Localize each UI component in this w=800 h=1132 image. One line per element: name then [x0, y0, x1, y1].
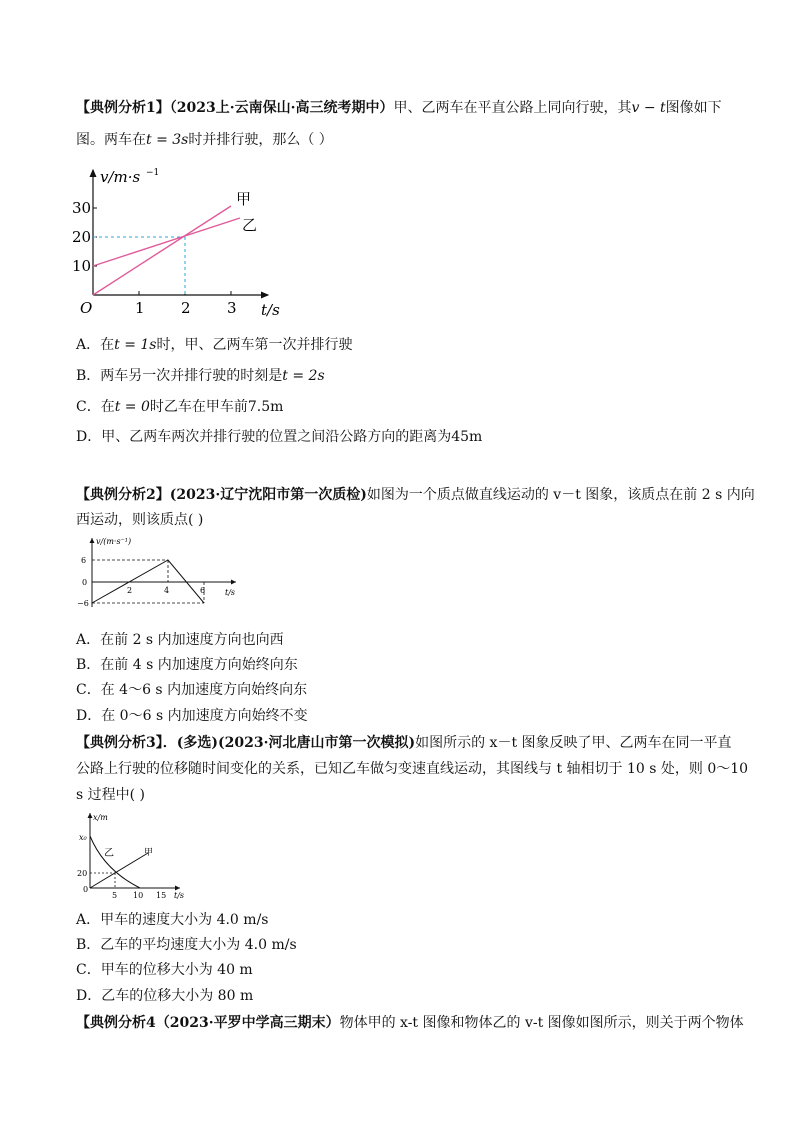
q2-option-d-letter: D．: [76, 708, 102, 724]
q1-option-c-pre: 在: [100, 399, 115, 415]
q2-source: (2023·辽宁沈阳市第一次质检): [169, 487, 367, 503]
q1-stem-1: 甲、乙两车在平直公路上同向行驶，其: [393, 100, 632, 116]
q3-stem-2: 公路上行驶的位移随时间变化的关系，已知乙车做匀变速直线运动，其图线与 t 轴相切于 10 s 处，则 0～10: [76, 761, 749, 777]
q1-option-c-math: t = 0: [114, 399, 150, 415]
q3-stem-1: 如图所示的 x－t 图象反映了甲、乙两车在同一平直: [415, 735, 732, 751]
q2-ytick-0: 0: [82, 578, 88, 587]
q3-xtick-5: 5: [112, 891, 118, 900]
q1-vt-graph: [70, 160, 300, 325]
q1-option-a-math: t = 1s: [114, 337, 157, 353]
q2-line-1: [76, 485, 755, 505]
q1-ytick-30: 30: [72, 199, 92, 217]
q2-stem-1: 如图为一个质点做直线运动的 v－t 图象，该质点在前 2 s 内向: [366, 487, 755, 503]
q2-option-b-letter: B．: [76, 657, 101, 673]
q1-option-a-pre: 在: [100, 337, 115, 353]
q1-option-a-post: 时，甲、乙两车第一次并排行驶: [156, 337, 353, 353]
q1-option-a-letter: A．: [76, 337, 101, 353]
q1-ytick-20: 20: [72, 228, 92, 246]
q1-xtick-2: 2: [181, 299, 191, 317]
q3-dot: ．: [162, 735, 177, 751]
q1-line-yi: [93, 218, 240, 266]
q2-option-b: [76, 655, 298, 675]
q2-option-c-text: 在 4～6 s 内加速度方向始终向东: [100, 682, 308, 698]
q1-source: （2023上·云南保山·高三统考期中）: [169, 100, 394, 116]
q3-x-label: t/s: [174, 891, 185, 900]
q1-tag: 【典例分析1】: [76, 100, 170, 116]
q3-option-d-text: 乙车的位移大小为 80 m: [101, 988, 254, 1004]
q2-y-label: v/(m·s⁻¹): [96, 537, 132, 546]
q2-xtick-2: 2: [127, 586, 133, 595]
q3-xtick-10: 10: [133, 891, 144, 900]
q3-line-2: [76, 759, 748, 779]
q2-tag: 【典例分析2】: [76, 487, 170, 503]
q1-x-label: t/s: [261, 301, 280, 319]
q1-line-jia: [93, 206, 231, 295]
q3-option-b-text: 乙车的平均速度大小为 4.0 m/s: [100, 937, 297, 953]
q3-source: (多选)(2023·河北唐山市第一次模拟): [176, 735, 416, 751]
q4-tag: 【典例分析4（2023·平罗中学高三期末）: [76, 1015, 340, 1031]
q1-option-b-pre: 两车另一次并排行驶的时刻是: [100, 368, 283, 384]
q1-vt: v − t: [631, 100, 666, 116]
q3-option-a: [76, 910, 268, 930]
q3-option-b: [76, 935, 297, 955]
q1-stem-3: 图。两车在: [76, 132, 146, 148]
q1-line-2: [76, 130, 333, 150]
q2-xtick-4: 4: [164, 586, 170, 595]
q3-option-a-letter: A．: [76, 912, 101, 928]
q2-ytick-neg6: −6: [77, 599, 89, 608]
q3-xtick-15: 15: [156, 891, 167, 900]
q2-option-d: [76, 706, 308, 726]
q1-xtick-1: 1: [135, 299, 145, 317]
q1-label-jia: 甲: [236, 190, 252, 208]
q3-xt-graph: [76, 810, 196, 902]
q2-option-d-text: 在 0～6 s 内加速度方向始终不变: [101, 708, 308, 724]
q2-option-c: [76, 680, 307, 700]
q3-option-b-letter: B．: [76, 937, 101, 953]
q3-ytick-0: 0: [83, 885, 89, 894]
q4-line-1: [76, 1013, 744, 1033]
q1-option-b: [76, 366, 325, 386]
q1-option-d-pre: 甲、乙两车两次并排行驶的位置之间沿公路方向的距离为: [101, 429, 452, 445]
q2-xtick-6: 6: [200, 586, 206, 595]
q3-option-a-text: 甲车的速度大小为 4.0 m/s: [100, 912, 269, 928]
q1-label-yi: 乙: [242, 216, 258, 234]
q1-line-1: [76, 98, 722, 118]
q1-y-label: v/m·s: [100, 168, 141, 186]
q2-option-a-letter: A．: [76, 632, 101, 648]
q1-option-d: [76, 427, 482, 447]
q1-option-a: [76, 335, 352, 355]
q1-t3: t = 3s: [146, 132, 189, 148]
q2-option-b-text: 在前 4 s 内加速度方向始终向东: [100, 657, 298, 673]
q1-option-b-math: t = 2s: [282, 368, 325, 384]
q3-tag: 【典例分析3】: [76, 735, 163, 751]
q3-y-label: x/m: [93, 813, 108, 822]
q2-ytick-6: 6: [81, 556, 87, 565]
q2-stem-2: 西运动，则该质点( ): [76, 512, 204, 528]
q1-option-c-post: 时乙车在甲车前: [149, 399, 248, 415]
q3-stem-3: s 过程中( ): [76, 787, 146, 803]
q1-y-label-sup: −1: [146, 168, 160, 178]
q1-option-c-math2: 7.5m: [247, 399, 284, 415]
q1-option-d-letter: D．: [76, 429, 102, 445]
q1-option-c: [76, 397, 283, 417]
q2-vt-graph: [76, 535, 246, 615]
q3-line-3: [76, 785, 145, 805]
q1-stem-4: 时并排行驶，那么（ ）: [188, 132, 333, 148]
q3-label-jia: 甲: [144, 848, 154, 858]
q3-option-d: [76, 986, 253, 1006]
q1-stem-2: 图像如下: [665, 100, 722, 116]
q2-option-a: [76, 630, 284, 650]
q3-line-jia: [90, 853, 148, 888]
q2-option-c-letter: C．: [76, 682, 101, 698]
q3-option-c-text: 甲车的位移大小为 40 m: [100, 962, 253, 978]
q3-option-c-letter: C．: [76, 962, 101, 978]
q3-line-1: [76, 733, 732, 753]
q3-option-d-letter: D．: [76, 988, 102, 1004]
q3-label-yi: 乙: [104, 848, 114, 859]
q1-origin: O: [80, 299, 93, 317]
q3-ytick-20: 20: [77, 869, 88, 878]
q3-option-c: [76, 960, 253, 980]
q2-x-label: t/s: [225, 588, 236, 597]
q3-x0-label: x₀: [79, 833, 87, 842]
q4-stem-1: 物体甲的 x-t 图像和物体乙的 v-t 图像如图所示，则关于两个物体: [339, 1015, 744, 1031]
q2-option-a-text: 在前 2 s 内加速度方向也向西: [100, 632, 284, 648]
q1-xtick-3: 3: [227, 299, 237, 317]
q1-ytick-10: 10: [72, 257, 92, 275]
q2-line-2: [76, 510, 203, 530]
q1-option-d-math: 45m: [451, 429, 483, 445]
q1-option-b-letter: B．: [76, 368, 101, 384]
q1-option-c-letter: C．: [76, 399, 101, 415]
